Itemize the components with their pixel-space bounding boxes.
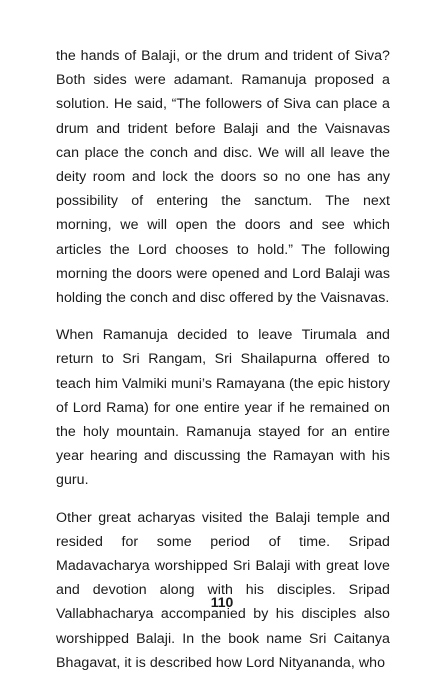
paragraph: When Ramanuja decided to leave Tirumala and return to Sri Rangam, Sri Shailapurna offered to teach him Valmiki muni’s Ramayana (the epic history of Lord Rama) for one entire year if he remained on the holy mountain. Ramanuja stayed for an entire year hearing and discussing the Ramayan with his guru. bbox=[56, 327, 390, 489]
page-body bbox=[56, 44, 390, 689]
paragraph: the hands of Balaji, or the drum and trident of Siva? Both sides were adamant. Ramanuja proposed a solution. He said, “The followers of Siva can place a drum and trident before Balaji and the Vaisnavas can place the conch and disc. We will all leave the deity room and lock the doors so no one has any possibility of entering the sanctum. The next morning, we will open the doors and see which articles the Lord chooses to hold.” The following morning the doors were opened and Lord Balaji was holding the conch and disc offered by the Vaisnavas. bbox=[56, 48, 390, 307]
paragraph: Other great acharyas visited the Balaji temple and resided for some period of time. Sripad Madavacharya worshipped Sri Balaji with great love and devotion along with his disciples. Sripad Vallabhacharya accompanied by his disciples also worshipped Balaji. In the book name Sri Caitanya Bhagavat, it is described how Lord Nityananda, who bbox=[56, 509, 390, 671]
page-number: 110 bbox=[210, 594, 234, 610]
